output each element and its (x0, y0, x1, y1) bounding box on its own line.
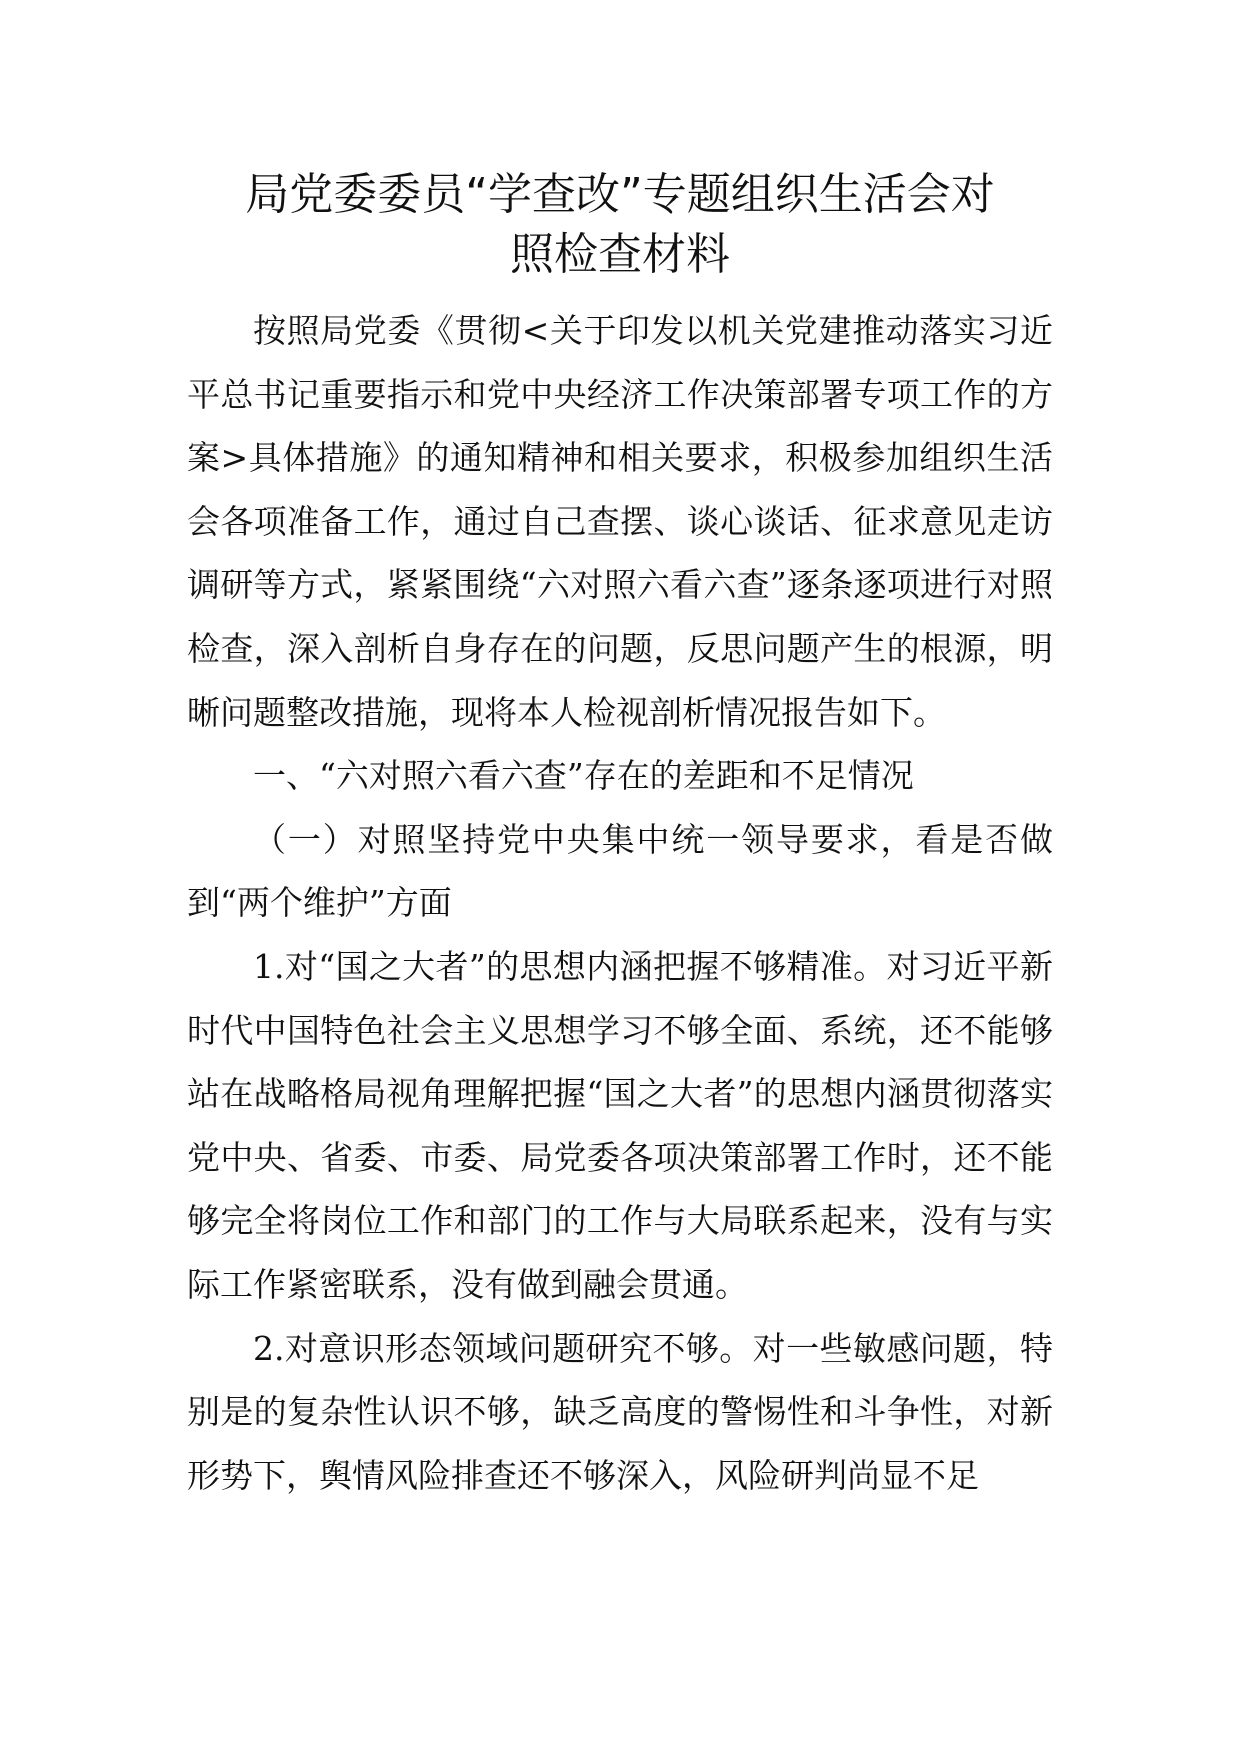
section-heading: 一、“六对照六看六查”存在的差距和不足情况 (253, 756, 914, 796)
subsection-heading: （一）对照坚持党中央集中统一领导要求，看是否做到“两个维护”方面 (187, 819, 1053, 923)
document-title-line-2: 照检查材料 (510, 229, 730, 280)
document-title-line-1: 局党委委员“学查改”专题组织生活会对 (245, 169, 995, 220)
intro-paragraph: 按照局党委《贯彻<关于印发以机关党建推动落实习近平总书记重要指示和党中央经济工作决策部署专项工作的方案>具体措施》的通知精神和相关要求，积极参加组织生活会各项准备工作，通过自己查摆、谈心谈话、征求意见走访调研等方式，紧紧围绕“六对照六看六查”逐条逐项进行对照检查，深入剖析自身存在的问题，反思问题产生的根源，明晰问题整改措施，现将本人检视剖析情况报告如下。 (187, 311, 1053, 732)
document-body (187, 299, 1053, 1507)
document-title (150, 165, 1090, 285)
item-paragraph-2: 2.对意识形态领域问题研究不够。对一些敏感问题，特别是的复杂性认识不够，缺乏高度的警惕性和斗争性，对新形势下，舆情风险排查还不够深入，风险研判尚显不足 (187, 1328, 1053, 1495)
item-paragraph-1: 1.对“国之大者”的思想内涵把握不够精准。对习近平新时代中国特色社会主义思想学习不够全面、系统，还不能够站在战略格局视角理解把握“国之大者”的思想内涵贯彻落实党中央、省委、市委、局党委各项决策部署工作时，还不能够完全将岗位工作和部门的工作与大局联系起来，没有与实际工作紧密联系，没有做到融会贯通。 (187, 946, 1053, 1304)
